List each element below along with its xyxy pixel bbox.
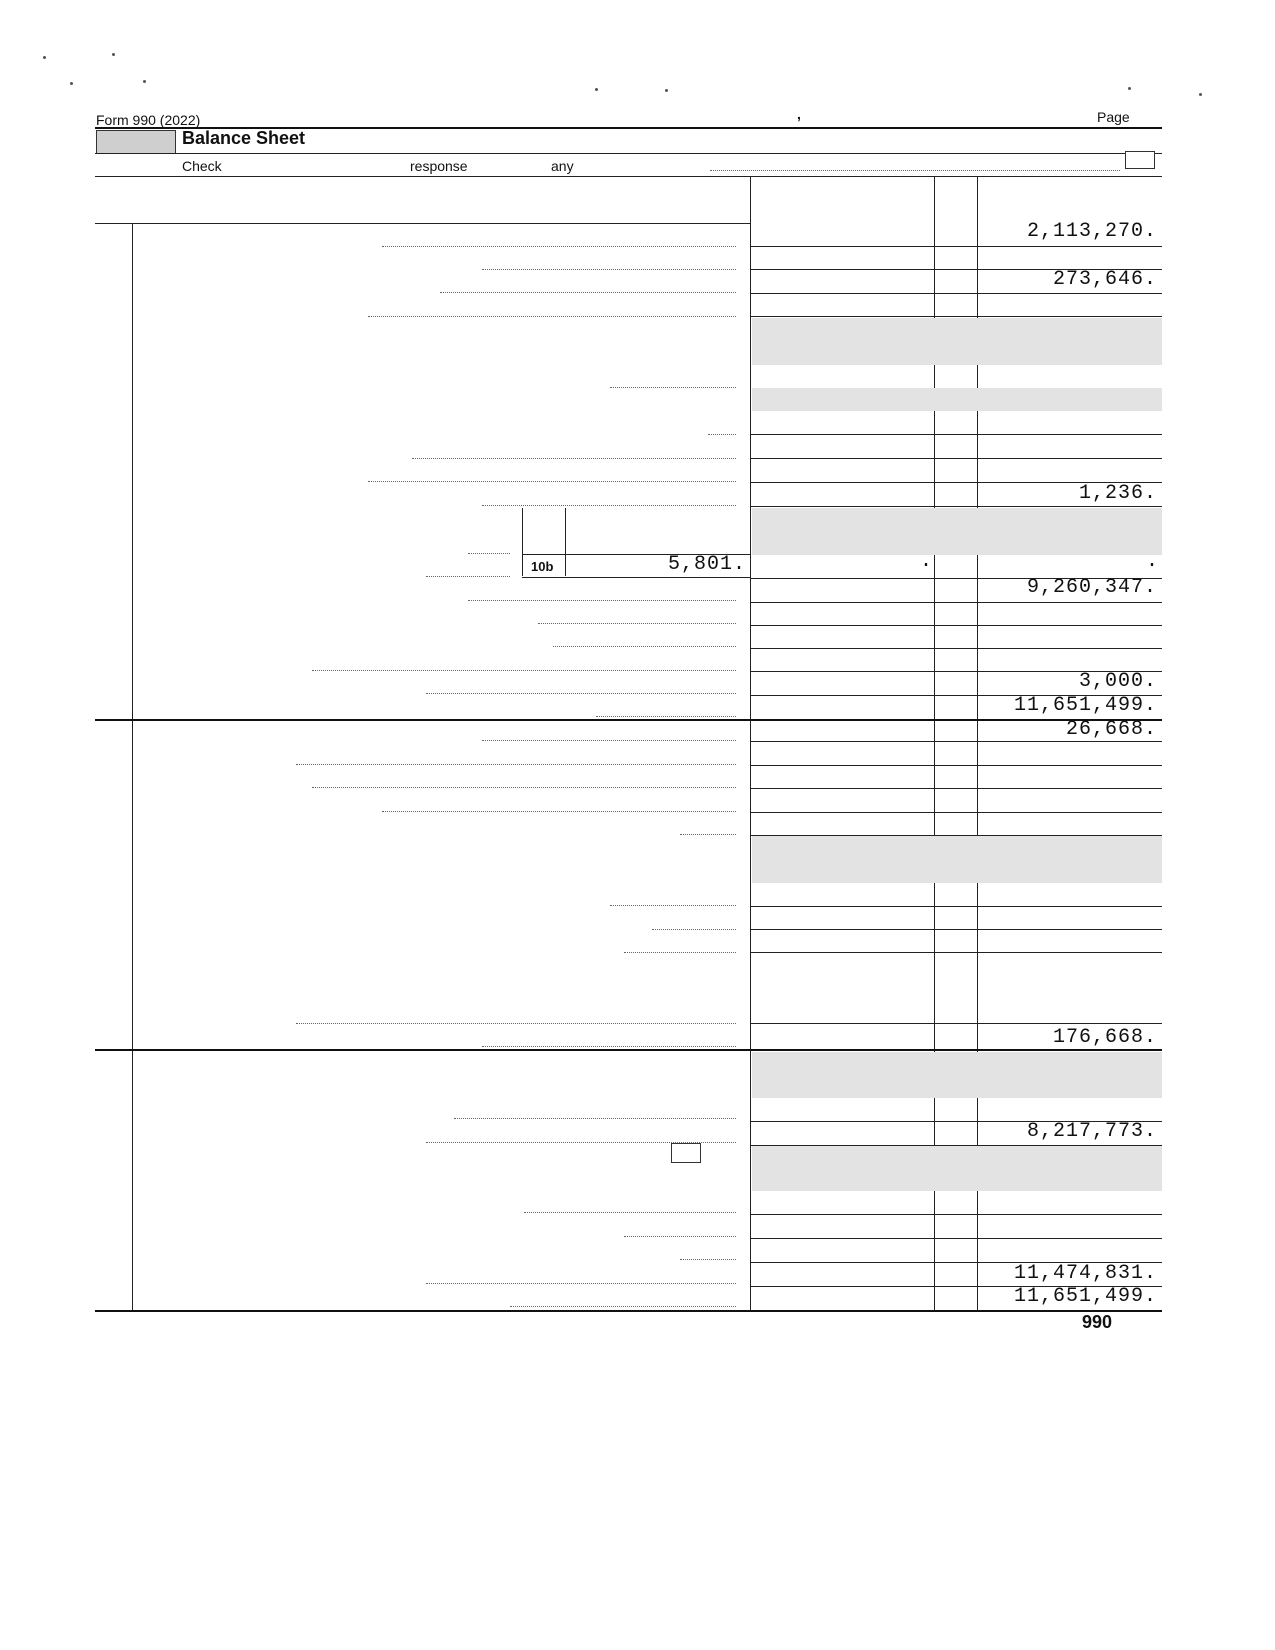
dot-leader — [680, 1259, 736, 1260]
col-divider-left — [750, 176, 751, 1311]
dot-leader — [426, 1283, 736, 1284]
response-word: response — [410, 158, 468, 174]
scan-speck — [143, 80, 146, 83]
dot-mark: . — [920, 550, 934, 573]
row-rule — [751, 952, 1162, 953]
row-rule — [751, 506, 1162, 507]
dot-leader — [652, 929, 736, 930]
shaded-cell — [752, 1146, 1162, 1191]
dot-leader — [482, 505, 736, 506]
assets-amount: 3,000. — [1078, 670, 1157, 693]
shaded-cell — [752, 318, 1162, 365]
assets-amount: 273,646. — [1052, 268, 1157, 291]
row-rule — [751, 434, 1162, 435]
dot-leader — [610, 387, 736, 388]
part-title-rule — [95, 153, 1162, 154]
form-label: Form 990 (2022) — [96, 112, 201, 128]
dot-leader — [624, 1236, 736, 1237]
dot-leader — [426, 576, 510, 577]
row-rule — [751, 1238, 1162, 1239]
dot-leader — [368, 481, 736, 482]
section-side-rule — [132, 224, 133, 1311]
dot-leader — [440, 292, 736, 293]
bottom-rule — [95, 1310, 1162, 1312]
shaded-cell — [752, 508, 1162, 555]
dot-leader — [426, 693, 736, 694]
line-10b-value: 5,801. — [667, 553, 746, 576]
row-rule — [751, 812, 1162, 813]
page-label: Page — [1097, 109, 1130, 125]
shaded-cell — [752, 388, 1162, 411]
dot-leader — [382, 811, 736, 812]
part-label-box — [96, 130, 176, 154]
row-rule — [751, 458, 1162, 459]
scan-speck — [595, 88, 598, 91]
total-assets-amount: 11,651,499. — [1013, 694, 1157, 717]
column-heading-rule — [95, 223, 750, 224]
scan-speck — [665, 89, 668, 92]
row-rule — [751, 765, 1162, 766]
line-10b-label: 10b — [531, 559, 554, 574]
dot-leader — [482, 740, 736, 741]
net-assets-checkbox[interactable] — [671, 1143, 701, 1163]
dot-leader — [510, 1306, 736, 1307]
dot-leader — [482, 1046, 736, 1047]
row-rule — [751, 316, 1162, 317]
dot-leader — [312, 670, 736, 671]
row-rule — [751, 648, 1162, 649]
liabilities-amount: 26,668. — [1065, 718, 1157, 741]
row-rule — [751, 625, 1162, 626]
check-row-rule — [95, 176, 1162, 177]
dot-leader — [596, 716, 736, 717]
row-rule — [751, 246, 1162, 247]
dot-leader — [482, 269, 736, 270]
dot-leader — [680, 834, 736, 835]
dot-leader — [382, 246, 736, 247]
dot-leader — [468, 553, 510, 554]
dot-mark: . — [1146, 550, 1160, 573]
scan-speck — [1199, 93, 1202, 96]
dot-leader — [610, 905, 736, 906]
row-rule — [751, 906, 1162, 907]
scan-speck — [70, 82, 73, 85]
total-liabilities-amount: 176,668. — [1052, 1026, 1157, 1049]
dot-leader — [524, 1212, 736, 1213]
total-net-assets-amount: 11,474,831. — [1013, 1262, 1157, 1285]
assets-amount: 1,236. — [1078, 482, 1157, 505]
shaded-cell — [752, 836, 1162, 883]
row-rule — [751, 602, 1162, 603]
comma-mark: , — [797, 106, 801, 122]
row-rule — [751, 1023, 1162, 1024]
dot-leader — [553, 646, 736, 647]
assets-amount: 9,260,347. — [1026, 576, 1157, 599]
dot-leader — [312, 787, 736, 788]
dot-leader — [296, 1023, 736, 1024]
check-word: Check — [182, 158, 222, 174]
dot-leader — [708, 434, 736, 435]
dot-leader — [538, 623, 736, 624]
line-10b-bottom-rule — [522, 577, 751, 578]
footer-form-number: 990 — [1082, 1312, 1113, 1332]
total-liabilities-net-assets-amount: 11,651,499. — [1013, 1285, 1157, 1308]
scan-speck — [43, 56, 46, 59]
row-rule — [751, 1145, 1162, 1146]
dot-leader — [368, 316, 736, 317]
row-rule — [751, 788, 1162, 789]
dot-leader — [412, 458, 736, 459]
dot-leader — [624, 952, 736, 953]
dot-leader — [454, 1118, 736, 1119]
schedule-o-checkbox[interactable] — [1125, 151, 1155, 169]
dot-leader — [296, 764, 736, 765]
assets-amount: 2,113,270. — [1026, 220, 1157, 243]
row-rule — [751, 293, 1162, 294]
scan-speck — [1128, 87, 1131, 90]
row-rule — [751, 835, 1162, 836]
row-rule — [751, 929, 1162, 930]
any-word: any — [551, 158, 574, 174]
dot-leader — [710, 170, 1120, 171]
dot-leader — [468, 600, 736, 601]
row-rule — [751, 1214, 1162, 1215]
part-title: Balance Sheet — [182, 128, 306, 148]
liabilities-section-rule — [95, 1049, 1162, 1051]
net-assets-amount: 8,217,773. — [1026, 1120, 1157, 1143]
shaded-cell — [752, 1052, 1162, 1098]
scan-speck — [112, 53, 115, 56]
row-rule — [751, 741, 1162, 742]
